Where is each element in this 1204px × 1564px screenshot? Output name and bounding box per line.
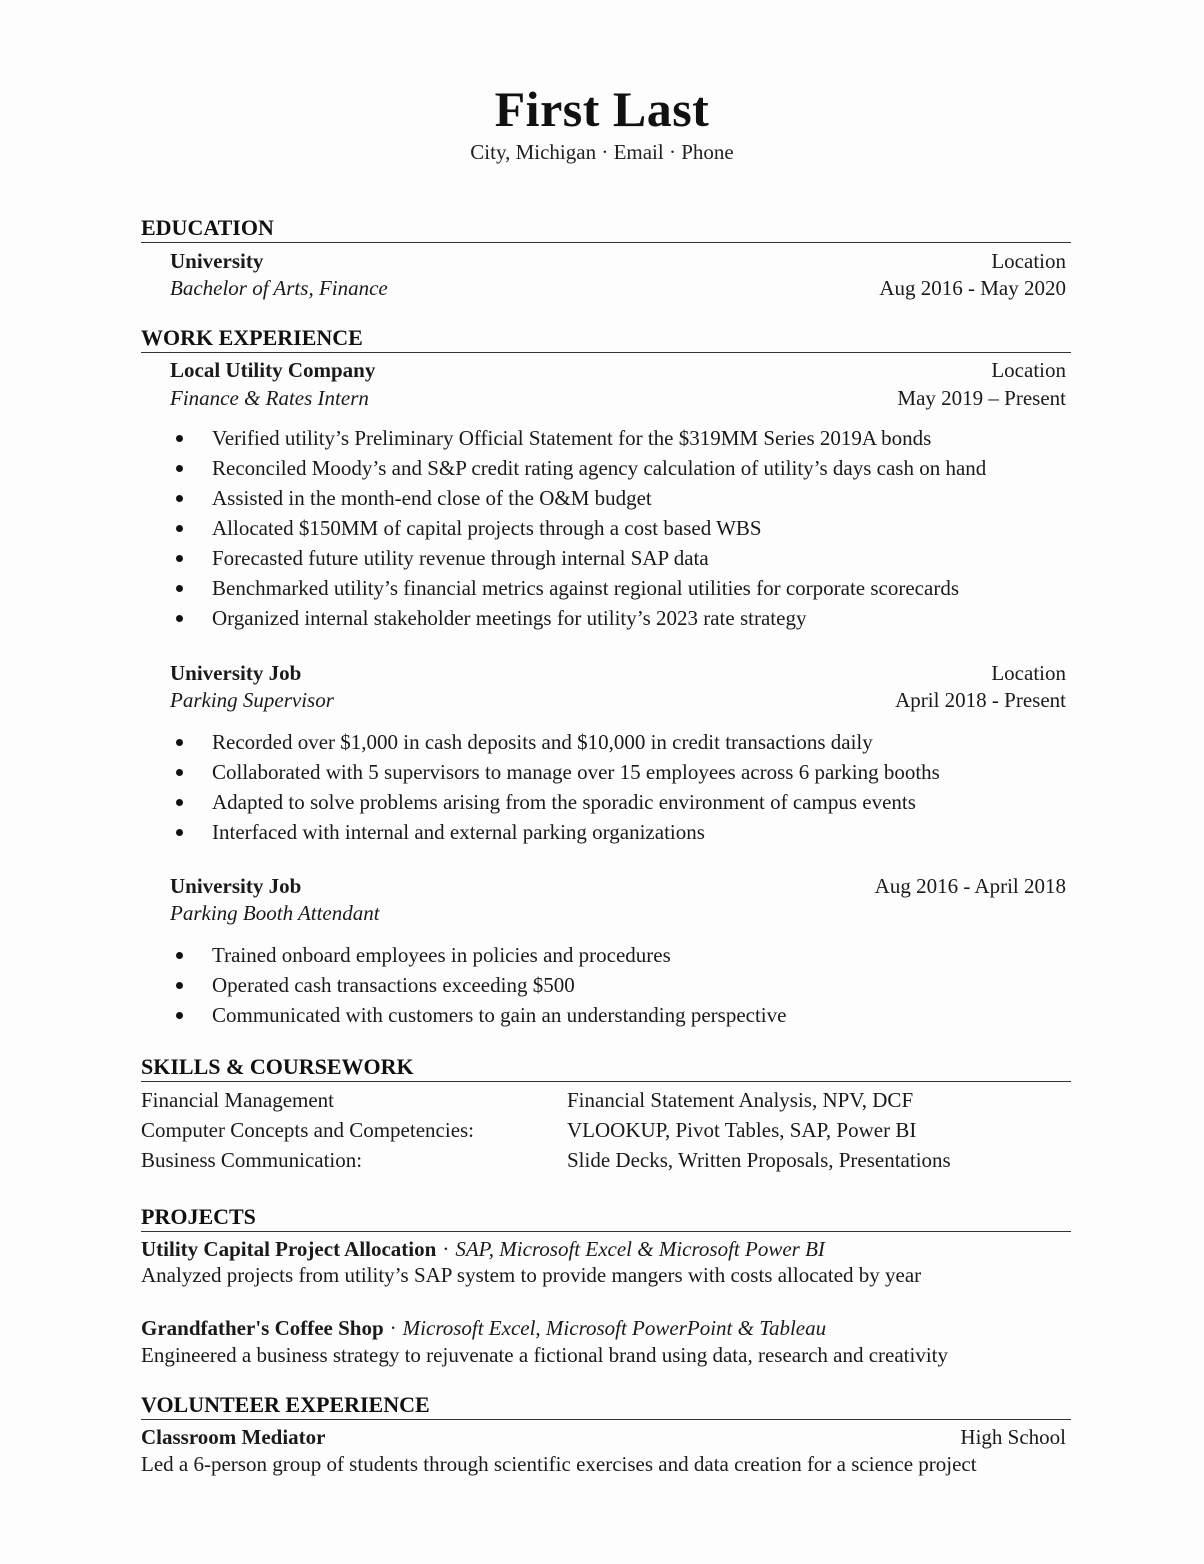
volunteer-heading: VOLUNTEER EXPERIENCE — [141, 1392, 1071, 1420]
project-tools: SAP, Microsoft Excel & Microsoft Power BI — [455, 1237, 825, 1261]
job-header — [170, 357, 1066, 383]
project-separator: · — [389, 1316, 397, 1340]
institution-location: Location — [991, 249, 1066, 273]
bullet-icon — [176, 435, 183, 442]
project-name: Utility Capital Project Allocation — [141, 1237, 437, 1261]
bullet-icon — [176, 465, 183, 472]
project-name: Grandfather's Coffee Shop — [141, 1316, 384, 1340]
project-description: Engineered a business strategy to rejuvenate a fictional brand using data, research and creativity — [141, 1343, 949, 1367]
project-description: Analyzed projects from utility’s SAP system to provide mangers with costs allocated by year — [141, 1263, 922, 1287]
skill-value: Slide Decks, Written Proposals, Presentations — [567, 1148, 951, 1172]
list-item: Organized internal stakeholder meetings for utility’s 2023 rate strategy — [170, 603, 1066, 633]
job-header — [170, 873, 1066, 899]
list-item: Collaborated with 5 supervisors to manage over 15 employees across 6 parking booths — [170, 757, 1066, 787]
skill-row — [141, 1085, 1066, 1115]
project-title-line — [141, 1315, 1066, 1341]
job-bullets — [170, 423, 1066, 633]
bullet-icon — [176, 829, 183, 836]
bullet-icon — [176, 555, 183, 562]
list-item: Allocated $150MM of capital projects through a cost based WBS — [170, 513, 1066, 543]
job-role: Parking Supervisor — [170, 688, 334, 712]
list-item: Recorded over $1,000 in cash deposits and $10,000 in credit transactions daily — [170, 727, 1066, 757]
skill-name: Computer Concepts and Competencies: — [141, 1118, 475, 1142]
bullet-icon — [176, 495, 183, 502]
job-company: University Job — [170, 874, 302, 898]
education-entry-header — [170, 248, 1066, 274]
list-item: Assisted in the month-end close of the O&M budget — [170, 483, 1066, 513]
job-dates: April 2018 - Present — [895, 688, 1066, 712]
bullet-icon — [176, 615, 183, 622]
bullet-icon — [176, 799, 183, 806]
volunteer-role: Classroom Mediator — [141, 1425, 326, 1449]
job-dates: May 2019 – Present — [897, 386, 1066, 410]
volunteer-entry-header — [141, 1424, 1066, 1450]
volunteer-location: High School — [960, 1425, 1066, 1449]
job-header — [170, 660, 1066, 686]
job-bullets — [170, 940, 1066, 1030]
list-item: Verified utility’s Preliminary Official Statement for the $319MM Series 2019A bonds — [170, 423, 1066, 453]
work-heading: WORK EXPERIENCE — [141, 325, 1071, 353]
bullet-icon — [176, 982, 183, 989]
bullet-icon — [176, 739, 183, 746]
contact-line: City, Michigan · Email · Phone — [470, 140, 734, 164]
project-tools: Microsoft Excel, Microsoft PowerPoint & Tableau — [402, 1316, 827, 1340]
job-role-row — [170, 687, 1066, 713]
job-dates: Aug 2016 - April 2018 — [874, 874, 1066, 898]
job-role: Parking Booth Attendant — [170, 901, 380, 925]
bullet-icon — [176, 769, 183, 776]
skill-row — [141, 1145, 1066, 1175]
skill-name: Business Communication: — [141, 1148, 363, 1172]
list-item: Reconciled Moody’s and S&P credit rating agency calculation of utility’s days cash on hand — [170, 453, 1066, 483]
degree: Bachelor of Arts, Finance — [170, 276, 388, 300]
bullet-icon — [176, 952, 183, 959]
list-item: Adapted to solve problems arising from the sporadic environment of campus events — [170, 787, 1066, 817]
skill-value: VLOOKUP, Pivot Tables, SAP, Power BI — [567, 1118, 917, 1142]
bullet-icon — [176, 1012, 183, 1019]
education-heading: EDUCATION — [141, 215, 1071, 243]
project-separator: · — [442, 1237, 450, 1261]
list-item: Forecasted future utility revenue through internal SAP data — [170, 543, 1066, 573]
list-item: Operated cash transactions exceeding $500 — [170, 970, 1066, 1000]
resume-name: First Last — [494, 81, 710, 137]
job-bullets — [170, 727, 1066, 847]
education-entry-detail — [170, 275, 1066, 301]
volunteer-description: Led a 6-person group of students through scientific exercises and data creation for a science project — [141, 1452, 977, 1476]
job-role-row — [170, 900, 1066, 926]
skills-table — [141, 1085, 1066, 1175]
job-company: Local Utility Company — [170, 358, 376, 382]
projects-heading: PROJECTS — [141, 1204, 1071, 1232]
bullet-icon — [176, 585, 183, 592]
education-dates: Aug 2016 - May 2020 — [879, 276, 1066, 300]
job-location: Location — [991, 358, 1066, 382]
list-item: Trained onboard employees in policies and procedures — [170, 940, 1066, 970]
job-role-row — [170, 385, 1066, 411]
list-item: Communicated with customers to gain an understanding perspective — [170, 1000, 1066, 1030]
list-item: Benchmarked utility’s financial metrics against regional utilities for corporate scorecards — [170, 573, 1066, 603]
skill-name: Financial Management — [141, 1088, 335, 1112]
job-company: University Job — [170, 661, 302, 685]
skill-value: Financial Statement Analysis, NPV, DCF — [567, 1088, 914, 1112]
job-role: Finance & Rates Intern — [170, 386, 369, 410]
list-item: Interfaced with internal and external parking organizations — [170, 817, 1066, 847]
skill-row — [141, 1115, 1066, 1145]
bullet-icon — [176, 525, 183, 532]
job-location: Location — [991, 661, 1066, 685]
institution-name: University — [170, 249, 264, 273]
project-title-line — [141, 1236, 1066, 1262]
skills-heading: SKILLS & COURSEWORK — [141, 1054, 1071, 1082]
